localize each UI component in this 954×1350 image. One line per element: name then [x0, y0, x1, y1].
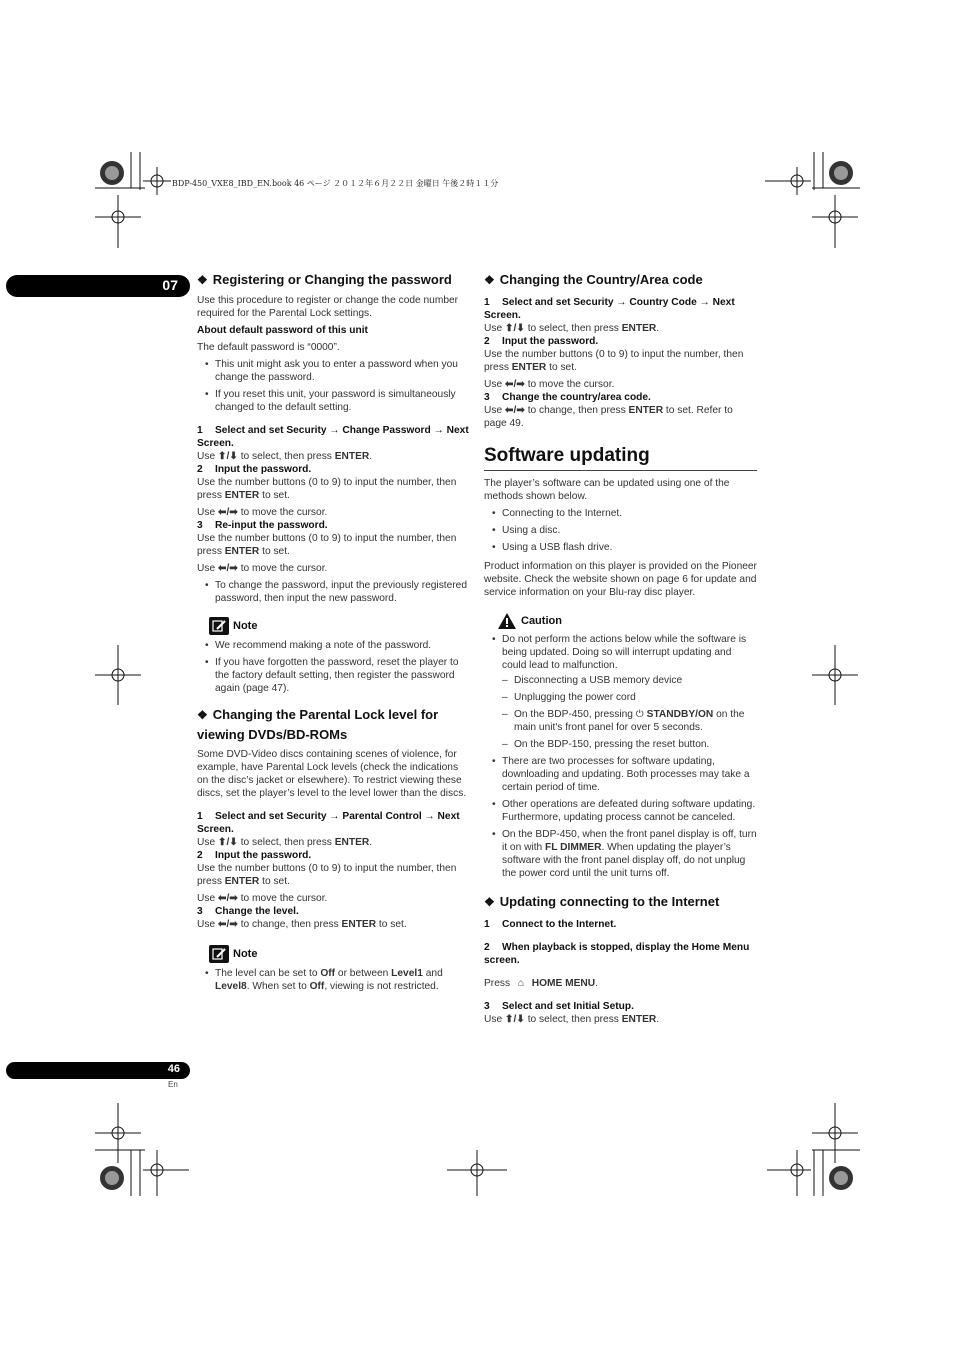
diamond-icon: ❖ — [484, 895, 495, 909]
arrow-right-icon: → — [424, 811, 435, 822]
list-item: • Connecting to the Internet. — [484, 507, 757, 520]
left-right-arrows-icon: ⬅/➡ — [504, 405, 525, 416]
default-password-text: The default password is “0000”. — [197, 342, 340, 353]
reg-step-3-text: Use the number buttons (0 to 9) to input the number, then press ENTER to set. — [197, 533, 457, 557]
caution-sublist — [502, 674, 757, 751]
list-item: • Do not perform the actions below while the software is being updated. Doing so will interrupt updating and could lead to malfunction. – Disconnecting a USB memory device – Unplugging the power cord – On the BDP-450, pressing ⏻ STANDBY/ON on the main unit's front panel for over 5 seconds. – On the BDP-150, pressing the reset button. — [484, 633, 757, 751]
arrow-right-icon: → — [699, 297, 710, 308]
list-item: • We recommend making a note of the password. — [197, 639, 470, 652]
up-down-arrows-icon: ⬆/⬇ — [504, 1014, 525, 1025]
cc-step-2-text: Use the number buttons (0 to 9) to input the number, then press ENTER to set. — [484, 349, 744, 373]
reg-step-3: 3 Re-input the password. — [197, 520, 328, 531]
pl-step-2-text: Use the number buttons (0 to 9) to input the number, then press ENTER to set. — [197, 863, 457, 887]
list-item: – On the BDP-450, pressing ⏻ STANDBY/ON on the main unit's front panel for over 5 seconds. — [502, 708, 757, 734]
parental-lock-heading: ❖ Changing the Parental Lock level for viewing DVDs/BD-ROMs — [197, 707, 439, 742]
pl-step-1-text: Use ⬆/⬇ to select, then press ENTER. — [197, 837, 373, 848]
pl-step-2: 2 Input the password. — [197, 850, 312, 861]
internet-update-heading: ❖ Updating connecting to the Internet — [484, 894, 720, 909]
inet-step-3-text: Use ⬆/⬇ to select, then press ENTER. — [484, 1014, 660, 1025]
reg-step-3-cursor: Use ⬅/➡ to move the cursor. — [197, 563, 328, 574]
arrow-right-icon: → — [616, 297, 627, 308]
list-item: • On the BDP-450, when the front panel display is off, turn it on with FL DIMMER. When updating the player’s software with the front panel display off, do not unplug the power cord until the unit turns off. — [484, 828, 757, 880]
sw-info: Product information on this player is provided on the Pioneer website. Check the website shown on page 6 for update and service information on your Blu-ray disc player. — [484, 561, 757, 598]
note1-bullets — [197, 639, 470, 695]
page-number: 46 — [167, 1063, 180, 1075]
sw-intro: The player’s software can be updated using one of the methods shown below. — [484, 478, 730, 502]
cc-step-1: 1 Select and set Security → Country Code → Next Screen. — [484, 297, 735, 321]
list-item: • If you have forgotten the password, reset the player to the factory default setting, then register the password again (page 47). — [197, 656, 470, 695]
diamond-icon: ❖ — [484, 273, 495, 287]
pl-step-1: 1 Select and set Security → Parental Control → Next Screen. — [197, 811, 460, 835]
list-item: – On the BDP-150, pressing the reset button. — [502, 738, 757, 751]
sw-methods — [484, 507, 757, 554]
home-icon: ⌂ — [517, 978, 524, 989]
up-down-arrows-icon: ⬆/⬇ — [217, 451, 238, 462]
list-item: • This unit might ask you to enter a password when you change the password. — [197, 358, 470, 384]
note-pencil-icon — [209, 945, 229, 963]
diamond-icon: ❖ — [197, 273, 208, 287]
left-right-arrows-icon: ⬅/➡ — [217, 893, 238, 904]
up-down-arrows-icon: ⬆/⬇ — [504, 323, 525, 334]
arrow-right-icon: → — [329, 811, 340, 822]
caution-bullets — [484, 633, 757, 880]
left-right-arrows-icon: ⬅/➡ — [217, 919, 238, 930]
left-right-arrows-icon: ⬅/➡ — [217, 563, 238, 574]
left-column — [197, 270, 470, 997]
left-right-arrows-icon: ⬅/➡ — [217, 507, 238, 518]
note2-bullets — [197, 967, 470, 993]
pl-step-3-text: Use ⬅/➡ to change, then press ENTER to set. — [197, 919, 407, 930]
software-updating-heading: Software updating — [484, 444, 757, 471]
cc-step-3: 3 Change the country/area code. — [484, 392, 651, 403]
note-pencil-icon — [209, 617, 229, 635]
list-item: • To change the password, input the previously registered password, then input the new password. — [197, 579, 470, 605]
chapter-tab — [6, 275, 190, 297]
country-code-heading: ❖ Changing the Country/Area code — [484, 272, 703, 287]
reg-step-1-text: Use ⬆/⬇ to select, then press ENTER. — [197, 451, 373, 462]
list-item: – Unplugging the power cord — [502, 691, 757, 704]
list-item: • The level can be set to Off or between Level1 and Level8. When set to Off, viewing is not restricted. — [197, 967, 470, 993]
reg-step-2: 2 Input the password. — [197, 464, 312, 475]
about-default-heading: About default password of this unit — [197, 325, 368, 336]
cc-step-1-text: Use ⬆/⬇ to select, then press ENTER. — [484, 323, 660, 334]
reg-step-3-bullets — [197, 579, 470, 605]
cc-step-2-cursor: Use ⬅/➡ to move the cursor. — [484, 379, 615, 390]
warning-icon — [498, 613, 516, 629]
page-number-tab — [6, 1062, 190, 1079]
arrow-right-icon: → — [433, 425, 444, 436]
up-down-arrows-icon: ⬆/⬇ — [217, 837, 238, 848]
cc-step-2: 2 Input the password. — [484, 336, 599, 347]
list-item: • Using a disc. — [484, 524, 757, 537]
reg-step-1: 1 Select and set Security → Change Password → Next Screen. — [197, 425, 469, 449]
list-item: • If you reset this unit, your password is simultaneously changed to the default setting. — [197, 388, 470, 414]
reg-bullets — [197, 358, 470, 414]
reg-intro: Use this procedure to register or change the code number required for the Parental Lock settings. — [197, 295, 459, 319]
power-icon: ⏻ — [635, 709, 644, 720]
inet-step-2: 2 When playback is stopped, display the Home Menu screen. — [484, 942, 750, 966]
note-heading: Note — [209, 617, 470, 635]
diamond-icon: ❖ — [197, 708, 208, 722]
file-info-header: BDP-450_VXE8_IBD_EN.book 46 ページ ２０１２年６月２２日 金曜日 午後２時１１分 — [172, 179, 499, 188]
pl-step-2-cursor: Use ⬅/➡ to move the cursor. — [197, 893, 328, 904]
list-item: • Other operations are defeated during software updating. Furthermore, updating process cannot be canceled. — [484, 798, 757, 824]
right-column — [484, 270, 757, 1026]
page-language: En — [168, 1080, 178, 1089]
cc-step-3-text: Use ⬅/➡ to change, then press ENTER to set. Refer to page 49. — [484, 405, 733, 429]
chapter-number: 07 — [162, 277, 178, 293]
inet-step-2-text: Press ⌂ HOME MENU. — [484, 978, 598, 989]
left-right-arrows-icon: ⬅/➡ — [504, 379, 525, 390]
list-item: • Using a USB flash drive. — [484, 541, 757, 554]
arrow-right-icon: → — [329, 425, 340, 436]
list-item: • There are two processes for software updating, downloading and updating. Both processes may take a certain period of time. — [484, 755, 757, 794]
reg-step-2-cursor: Use ⬅/➡ to move the cursor. — [197, 507, 328, 518]
list-item: – Disconnecting a USB memory device — [502, 674, 757, 687]
note-heading: Note — [209, 945, 470, 963]
pl-step-3: 3 Change the level. — [197, 906, 299, 917]
pl-intro: Some DVD-Video discs containing scenes of violence, for example, have Parental Lock levels (check the indications on the disc’s jacket or elsewhere). To restrict viewing these discs, set the player’s level to the level lower than the discs. — [197, 749, 467, 799]
inet-step-1: 1 Connect to the Internet. — [484, 919, 617, 930]
inet-step-3: 3 Select and set Initial Setup. — [484, 1001, 634, 1012]
caution-heading: Caution — [498, 613, 757, 629]
reg-step-2-text: Use the number buttons (0 to 9) to input the number, then press ENTER to set. — [197, 477, 457, 501]
registering-password-heading: ❖ Registering or Changing the password — [197, 272, 452, 287]
